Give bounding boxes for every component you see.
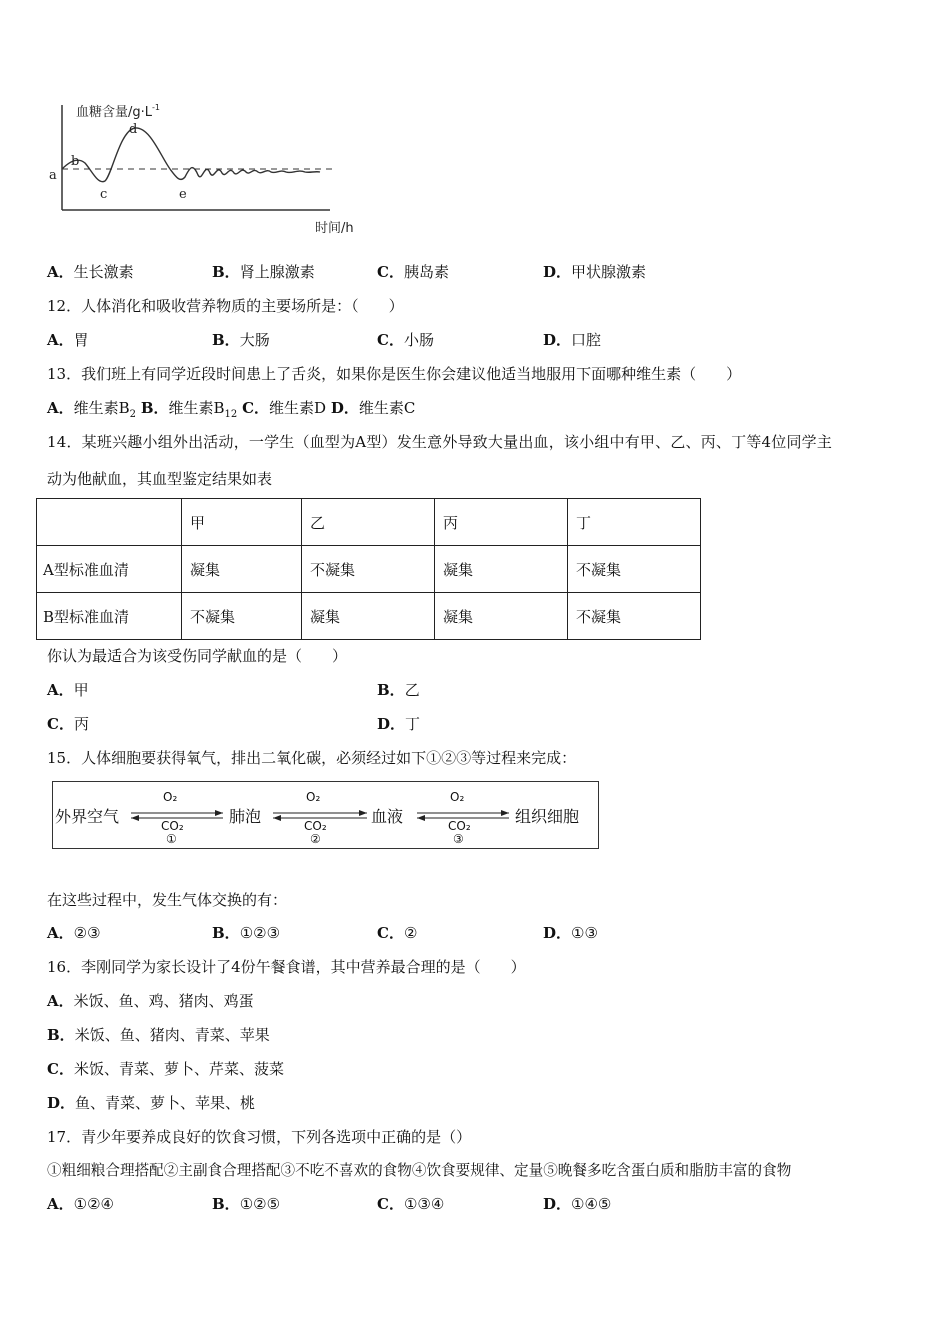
q12-option-b: B．大肠 [212,331,270,349]
table-cell: 凝集 [435,546,568,593]
q16-option-a: A．米饭、鱼、鸡、猪肉、鸡蛋 [47,992,254,1010]
table-cell: 乙 [302,499,435,546]
point-e: e [179,187,187,202]
q17-stem: 17．青少年要养成良好的饮食习惯，下列各选项中正确的是（） [47,1128,472,1146]
flow-node-blood: 血液 [371,807,404,826]
step-2: ② [310,832,321,846]
q14-stem-line1: 14．某班兴趣小组外出活动，一学生（血型为A型）发生意外导致大量出血，该小组中有甲、乙、丙、丁等4位同学主 [47,433,833,451]
table-cell: 不凝集 [302,546,435,593]
co2-label-3: CO₂ [448,819,471,833]
table-cell: 凝集 [302,593,435,640]
table-cell: 甲 [182,499,302,546]
q16-option-c: C．米饭、青菜、萝卜、芹菜、菠菜 [47,1060,284,1078]
q17-items: ①粗细粮合理搭配②主副食合理搭配③不吃不喜欢的食物④饮食要规律、定量⑤晚餐多吃含蛋白质和脂肪丰富的食物 [47,1162,792,1179]
q12-option-a: A．胃 [47,331,89,349]
q15-option-a: A．②③ [47,924,101,942]
table-cell: 凝集 [435,593,568,640]
gas-exchange-flow-diagram [52,781,599,849]
q16-stem: 16．李刚同学为家长设计了4份午餐食谱，其中营养最合理的是（ ） [47,958,526,976]
point-a: a [49,168,57,183]
q11-option-c: C．胰岛素 [377,263,449,281]
flow-arrows [53,782,598,848]
step-3: ③ [453,832,464,846]
table-cell: 丙 [435,499,568,546]
q14-question: 你认为最适合为该受伤同学献血的是（ ） [47,647,348,665]
table-row [37,593,701,640]
q17-option-c: C．①③④ [377,1195,445,1213]
point-d: d [129,122,138,137]
q16-option-d: D．鱼、青菜、萝卜、苹果、桃 [47,1094,256,1112]
flow-node-tissue-cells: 组织细胞 [515,807,580,826]
table-cell: B型标准血清 [37,593,182,640]
step-1: ① [166,832,177,846]
q15-stem: 15．人体细胞要获得氧气，排出二氧化碳，必须经过如下①②③等过程来完成： [47,749,577,767]
table-cell [37,499,182,546]
q13-options [47,397,415,420]
q15-option-b: B．①②③ [212,924,281,942]
point-b: b [71,154,80,169]
q14-option-c: C．丙 [47,715,89,733]
q15-option-d: D．①③ [543,924,598,942]
table-cell: 不凝集 [568,593,701,640]
table-row [37,546,701,593]
q12-option-d: D．口腔 [543,331,602,349]
q17-option-d: D．①④⑤ [543,1195,612,1213]
q15-option-c: C．② [377,924,418,942]
q13-stem: 13．我们班上有同学近段时间患上了舌炎，如果你是医生你会建议他适当地服用下面哪种维生素（ ） [47,365,742,383]
q12-option-c: C．小肠 [377,331,434,349]
flow-node-alveoli: 肺泡 [229,807,262,826]
q14-option-d: D．丁 [377,715,421,733]
q11-option-a: A．生长激素 [47,263,134,281]
x-axis-label: 时间/h [315,221,354,236]
table-cell: 凝集 [182,546,302,593]
q11-option-b: B．肾上腺激素 [212,263,315,281]
blood-sugar-curve [62,128,320,182]
q11-option-d: D．甲状腺激素 [543,263,647,281]
flow-node-outside-air: 外界空气 [55,807,120,826]
point-c: c [100,187,108,202]
q13-option-b: B．维生素$B_{12}$ [140,399,238,420]
co2-label-1: CO₂ [161,819,184,833]
q13-option-a: A．维生素$B_2$ [47,399,137,420]
q15-question: 在这些过程中，发生气体交换的有： [47,891,288,909]
y-axis-label: 血糖含量$/g\cdot L^{-1}$ [76,103,160,120]
q14-option-b: B．乙 [377,681,420,699]
table-header-row [37,499,701,546]
table-cell: 不凝集 [182,593,302,640]
blood-sugar-graph [40,95,370,240]
q17-option-b: B．①②⑤ [212,1195,281,1213]
q13-option-d: D．维生素C [330,399,416,417]
o2-label-3: O₂ [450,790,465,804]
q17-option-a: A．①②④ [47,1195,114,1213]
q16-option-b: B．米饭、鱼、猪肉、青菜、苹果 [47,1026,270,1044]
table-cell: A型标准血清 [37,546,182,593]
o2-label-1: O₂ [163,790,178,804]
q14-stem-line2: 动为他献血，其血型鉴定结果如表 [47,470,273,488]
o2-label-2: O₂ [306,790,321,804]
q13-option-c: C．维生素D [242,399,327,417]
q14-option-a: A．甲 [47,681,89,699]
table-cell: 不凝集 [568,546,701,593]
q12-stem: 12．人体消化和吸收营养物质的主要场所是：（ ） [47,297,404,315]
blood-type-table [36,498,701,640]
co2-label-2: CO₂ [304,819,327,833]
table-cell: 丁 [568,499,701,546]
